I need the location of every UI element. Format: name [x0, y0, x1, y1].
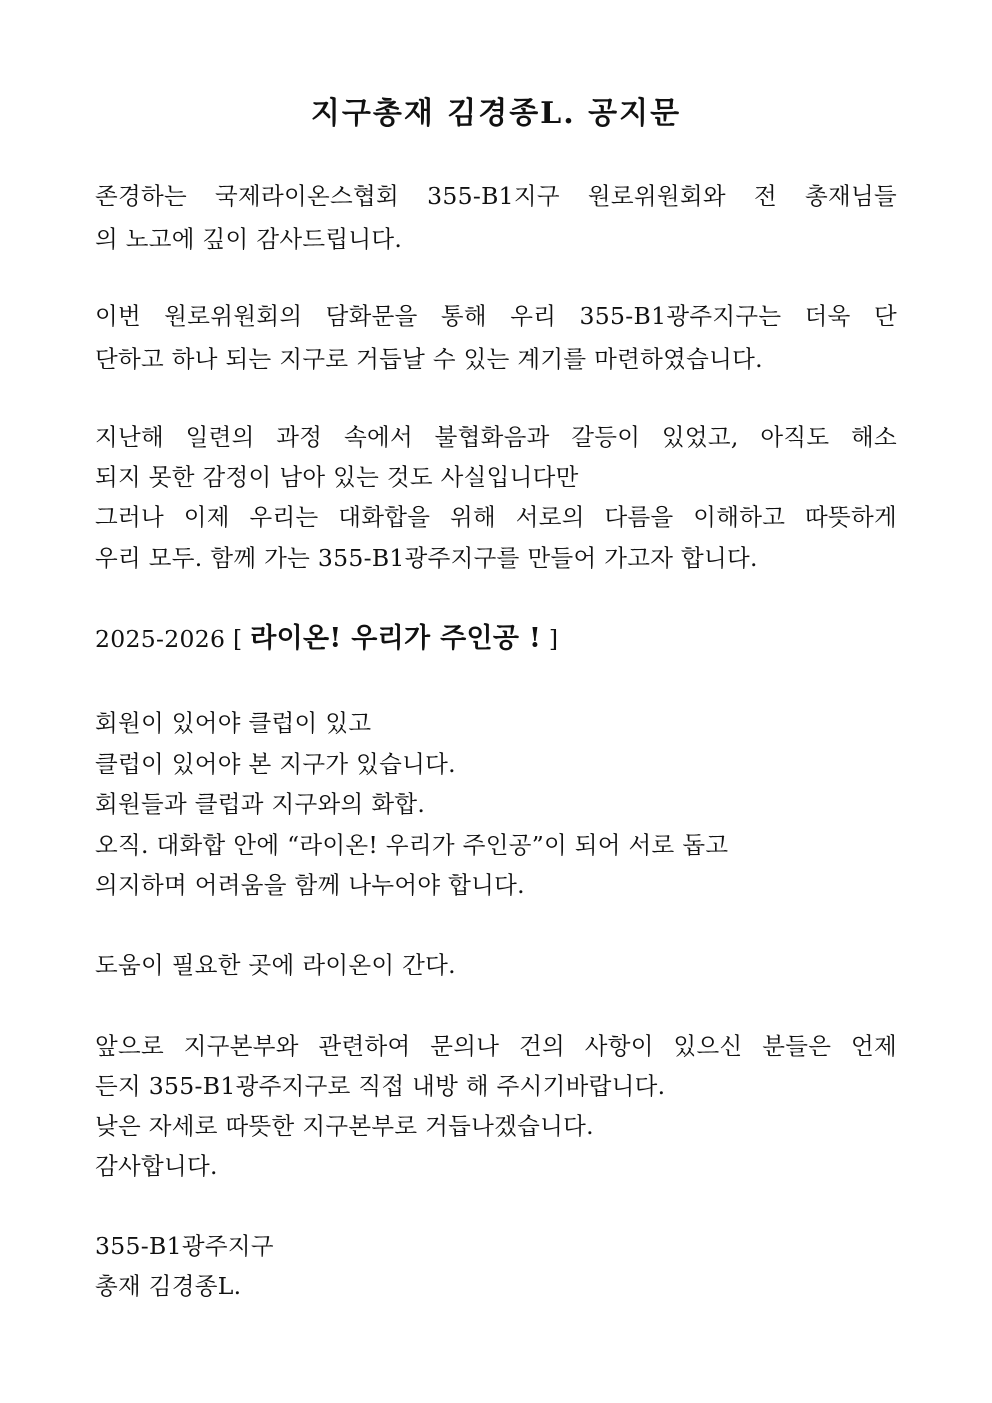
paragraph-4-line-3: 회원들과 클럽과 지구와의 화합. — [95, 790, 426, 818]
paragraph-1-line-2: 의 노고에 깊이 감사드립니다. — [95, 225, 403, 253]
slogan-prefix: 2025-2026 [ — [95, 625, 251, 653]
paragraph-5-line-1: 도움이 필요한 곳에 라이온이 간다. — [95, 951, 456, 979]
slogan-line — [95, 622, 558, 656]
paragraph-4-line-1: 회원이 있어야 클럽이 있고 — [95, 709, 372, 737]
paragraph-3-line-3: 그러나 이제 우리는 대화합을 위해 서로의 다름을 이해하고 따뜻하게 — [95, 503, 897, 531]
signature-district: 355-B1광주지구 — [95, 1232, 274, 1260]
paragraph-6-line-2: 든지 355-B1광주지구로 직접 내방 해 주시기바랍니다. — [95, 1072, 666, 1100]
signature-name: 총재 김경종L. — [95, 1272, 242, 1300]
paragraph-2-line-2: 단하고 하나 되는 지구로 거듭날 수 있는 계기를 마련하였습니다. — [95, 345, 763, 373]
paragraph-4-line-4: 오직. 대화합 안에 “라이온! 우리가 주인공”이 되어 서로 돕고 — [95, 831, 729, 859]
paragraph-6-line-3: 낮은 자세로 따뜻한 지구본부로 거듭나겠습니다. — [95, 1112, 594, 1140]
slogan-suffix: ] — [541, 625, 559, 653]
slogan-main: 라이온! 우리가 주인공 ! — [250, 623, 542, 654]
paragraph-6-line-4: 감사합니다. — [95, 1152, 218, 1180]
paragraph-2-line-1: 이번 원로위원회의 담화문을 통해 우리 355-B1광주지구는 더욱 단 — [95, 302, 897, 330]
paragraph-4-line-5: 의지하며 어려움을 함께 나누어야 합니다. — [95, 871, 525, 899]
document-title: 지구총재 김경종L. 공지문 — [310, 96, 682, 131]
paragraph-3-line-1: 지난해 일련의 과정 속에서 불협화음과 갈등이 있었고, 아직도 해소 — [95, 423, 897, 451]
paragraph-1-line-1: 존경하는 국제라이온스협회 355-B1지구 원로위원회와 전 총재님들 — [95, 182, 897, 210]
paragraph-4-line-2: 클럽이 있어야 본 지구가 있습니다. — [95, 750, 456, 778]
paragraph-3-line-4: 우리 모두. 함께 가는 355-B1광주지구를 만들어 가고자 합니다. — [95, 544, 758, 572]
paragraph-3-line-2: 되지 못한 감정이 남아 있는 것도 사실입니다만 — [95, 463, 579, 491]
paragraph-6-line-1: 앞으로 지구본부와 관련하여 문의나 건의 사항이 있으신 분들은 언제 — [95, 1032, 897, 1060]
